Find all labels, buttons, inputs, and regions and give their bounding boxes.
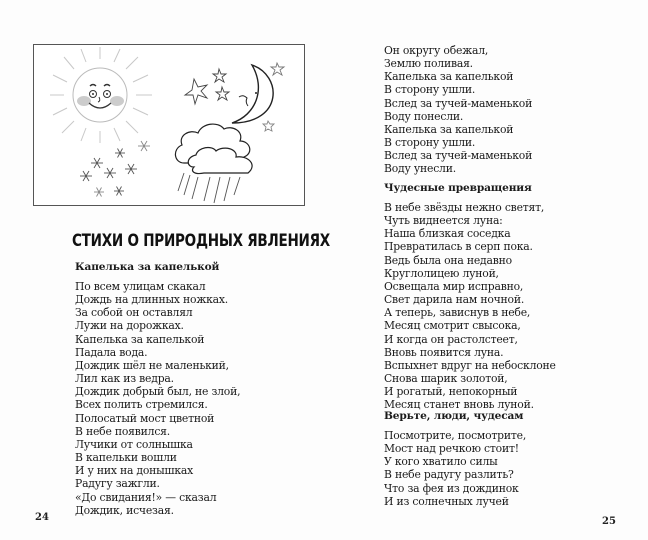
- poem-line: Воду унесли.: [384, 162, 456, 176]
- poem-line: По всем улицам скакал: [75, 280, 206, 293]
- page-number-left: 24: [35, 512, 49, 523]
- poem-lines: [384, 429, 526, 508]
- poem-line: Круглолицею луной,: [384, 266, 499, 280]
- poem-line: Капелька за капелькой: [384, 122, 514, 136]
- poem-line: Капелька за капелькой: [75, 332, 205, 346]
- poem-title: Верьте, люди, чудесам: [384, 410, 524, 422]
- poem-line: Мост над речкою стоит!: [384, 442, 519, 456]
- poem-line: Всех полить стремился.: [75, 398, 208, 412]
- poem-line: И рогатый, непокорный: [384, 385, 518, 399]
- poem-lines: [384, 44, 532, 176]
- poem-line: И у них на донышках: [75, 464, 194, 478]
- poem-chudesnye-prevrashcheniya: [384, 182, 556, 412]
- poem-line: В небе радугу разлить?: [384, 468, 514, 482]
- moon-icon: [232, 65, 273, 123]
- poem-line: Вновь появится луна.: [384, 345, 504, 359]
- poem-line: Полосатый мост цветной: [75, 411, 215, 425]
- poem-line: И когда он растолстеет,: [384, 332, 518, 346]
- poem-kapelka-continued: [384, 44, 532, 176]
- poem-line: В небе появился.: [75, 424, 171, 438]
- poem-line: Землю поливая.: [384, 57, 473, 71]
- poem-line: Месяц станет вновь луной.: [384, 398, 534, 412]
- sun-icon: [50, 47, 152, 143]
- poem-line: Капелька за капелькой: [384, 70, 514, 84]
- right-page: [324, 0, 648, 540]
- poem-line: В капельки вошли: [75, 451, 177, 465]
- poem-line: Воду понесли.: [384, 109, 464, 123]
- poem-line: Ведь была она недавно: [384, 253, 512, 267]
- poem-line: Освещала мир исправно,: [384, 279, 524, 293]
- poem-title: Чудесные превращения: [384, 182, 532, 194]
- poem-lines: [75, 280, 240, 517]
- poem-verte-lyudi-chudesam: [384, 410, 526, 508]
- poem-line: Вслед за тучей-маменькой: [384, 96, 533, 110]
- poem-line: Дождик шёл не маленький,: [75, 358, 229, 372]
- poem-line: У кого хватило силы: [384, 455, 498, 469]
- poem-line: Посмотрите, посмотрите,: [384, 429, 527, 442]
- poem-line: Наша близкая соседка: [384, 227, 511, 241]
- page-number-right: 25: [602, 516, 616, 527]
- poem-line: Дождик, исчезая.: [75, 503, 174, 517]
- poem-line: Месяц смотрит свысока,: [384, 319, 521, 333]
- poem-line: Что за фея из дождинок: [384, 481, 519, 495]
- poem-line: В сторону ушли.: [384, 136, 476, 150]
- poem-line: Свет дарила нам ночной.: [384, 293, 525, 307]
- section-title: СТИХИ О ПРИРОДНЫХ ЯВЛЕНИЯХ: [72, 231, 330, 250]
- poem-lines: [384, 201, 556, 412]
- poem-line: Дождик добрый был, не злой,: [75, 385, 241, 399]
- poem-line: Он округу обежал,: [384, 44, 489, 57]
- rain-cloud-icon: [175, 124, 252, 203]
- poem-line: И из солнечных лучей: [384, 494, 509, 508]
- poem-line: Вспыхнет вдруг на небосклоне: [384, 358, 556, 372]
- snowflake-icon: [80, 141, 150, 197]
- poem-line: Дождь на длинных ножках.: [75, 293, 228, 307]
- poem-line: В небе звёзды нежно светят,: [384, 201, 545, 214]
- poem-line: Лучики от солнышка: [75, 437, 193, 451]
- poem-line: Вслед за тучей-маменькой: [384, 149, 533, 163]
- poem-line: Чуть виднеется луна:: [384, 214, 503, 228]
- poem-line: Лил как из ведра.: [75, 372, 174, 386]
- poem-line: За собой он оставлял: [75, 306, 193, 320]
- poem-line: Лужи на дорожках.: [75, 319, 184, 333]
- poem-line: А теперь, зависнув в небе,: [384, 306, 531, 320]
- poem-line: «До свидания!» — сказал: [75, 490, 217, 504]
- poem-line: Падала вода.: [75, 345, 148, 359]
- poem-line: Снова шарик золотой,: [384, 372, 508, 386]
- weather-illustration: [33, 44, 305, 206]
- poem-line: В сторону ушли.: [384, 83, 476, 97]
- poem-line: Радугу зажгли.: [75, 477, 160, 491]
- poem-line: Превратилась в серп пока.: [384, 240, 533, 254]
- poem-kapelka: [75, 261, 240, 517]
- poem-title: Капелька за капелькой: [75, 261, 220, 273]
